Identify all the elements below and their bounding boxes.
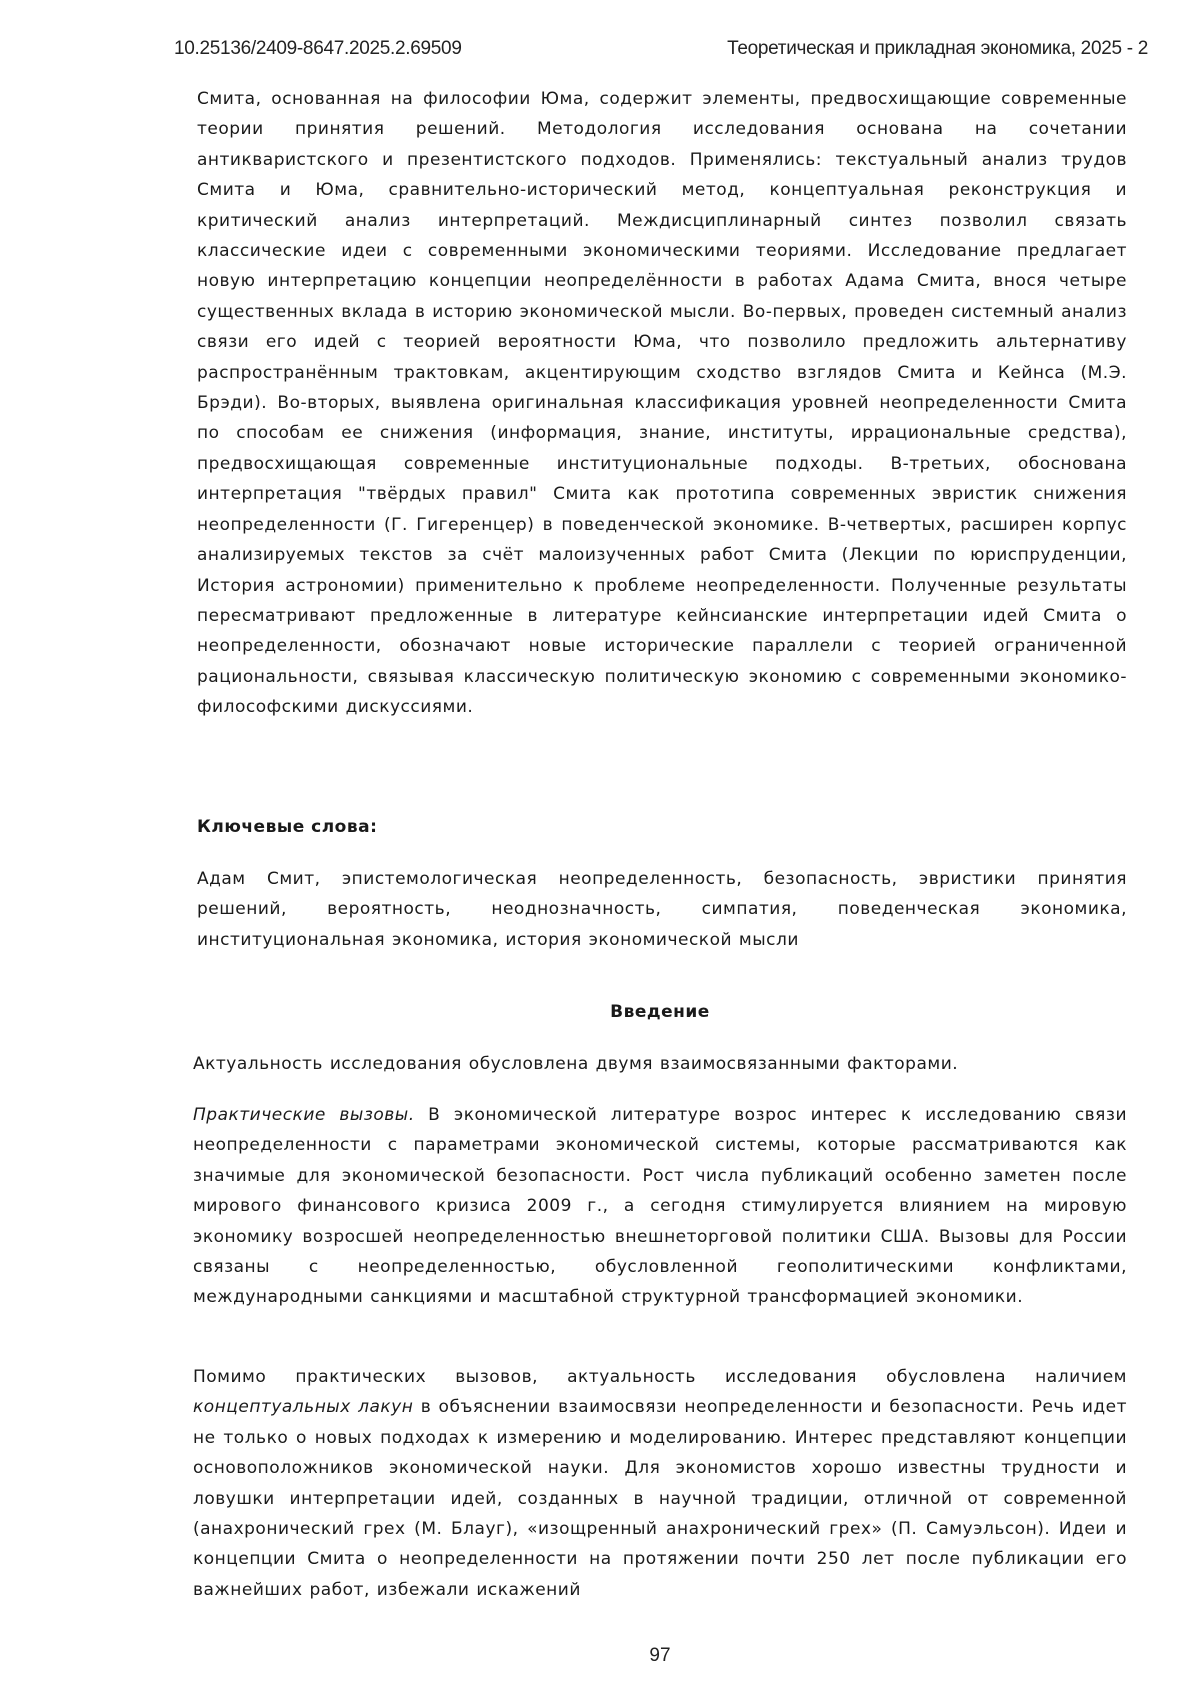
introduction-heading: Введение	[610, 1002, 710, 1022]
italic-phrase: концептуальных лакун	[193, 1397, 414, 1418]
paragraph-text: В экономической литературе возрос интерес к исследованию связи неопределенности с параметрами экономической системы, которые рассматриваются как значимые для экономической безопасности. Рост числа публикаций особенно заметен после мирового финансового кризиса 2009 г., а сегодня стимулируется влиянием на мировую экономику возросшей неопределенностью внешнеторговой политики США. Вызовы для России связаны с неопределенностью, обусловленной геополитическими конфликтами, международными санкциями и масштабной структурной трансформацией экономики.	[193, 1105, 1127, 1308]
keywords-text: Адам Смит, эпистемологическая неопределенность, безопасность, эвристики принятия решений, вероятность, неоднозначность, симпатия, поведенческая экономика, институциональная экономика, история экономической мысли	[197, 869, 1127, 950]
keywords-heading: Ключевые слова:	[197, 817, 378, 837]
abstract-paragraph: Смита, основанная на философии Юма, содержит элементы, предвосхищающие современные теории принятия решений. Методология исследования основана на сочетании антикваристского и презентистского подходов. Применялись: текстуальный анализ трудов Смита и Юма, сравнительно-исторический метод, концептуальная реконструкция и критический анализ интерпретаций. Междисциплинарный синтез позволил связать классические идеи с современными экономическими теориями. Исследование предлагает новую интерпретацию концепции неопределённости в работах Адама Смита, внося четыре существенных вклада в историю экономической мысли. Во-первых, проведен системный анализ связи его идей с теорией вероятности Юма, что позволило предложить альтернативу распространённым трактовкам, акцентирующим сходство взглядов Смита и Кейнса (М.Э. Брэди). Во-вторых, выявлена оригинальная классификация уровней неопределенности Смита по способам ее снижения (информация, знание, институты, иррациональные средства), предвосхищающая современные институциональные подходы. В-третьих, обоснована интерпретация "твёрдых правил" Смита как прототипа современных эвристик снижения неопределенности (Г. Гигеренцер) в поведенческой экономике. В-четвертых, расширен корпус анализируемых текстов за счёт малоизученных работ Смита (Лекции по юриспруденции, История астрономии) применительно к проблеме неопределенности. Полученные результаты пересматривают предложенные в литературе кейнсианские интерпретации идей Смита о неопределенности, обозначают новые исторические параллели с теорией ограниченной рациональности, связывая классическую политическую экономию с современными экономико-философскими дискуссиями.	[197, 89, 1127, 718]
introduction-paragraph-2	[193, 1362, 1127, 1605]
journal-title: Теоретическая и прикладная экономика, 2025 - 2	[727, 38, 1148, 59]
italic-phrase: Практические вызовы.	[193, 1105, 415, 1125]
introduction-lead: Актуальность исследования обусловлена двумя взаимосвязанными факторами.	[193, 1054, 959, 1074]
page-number: 97	[649, 1645, 671, 1666]
introduction-paragraph-1	[193, 1100, 1127, 1313]
paragraph-text: Помимо практических вызовов, актуальность исследования обусловлена наличием	[193, 1367, 1127, 1387]
doi-text: 10.25136/2409-8647.2025.2.69509	[174, 38, 462, 59]
paragraph-text: в объяснении взаимосвязи неопределенности и безопасности. Речь идет не только о новых подходах к измерению и моделированию. Интерес представляют концепции основоположников экономической науки. Для экономистов хорошо известны трудности и ловушки интерпретации идей, созданных в научной традиции, отличной от современной (анахронический грех (М. Блауг), «изощренный анахронический грех» (П. Самуэльсон). Идеи и концепции Смита о неопределенности на протяжении почти 250 лет после публикации его важнейших работ, избежали искажений	[193, 1397, 1127, 1600]
